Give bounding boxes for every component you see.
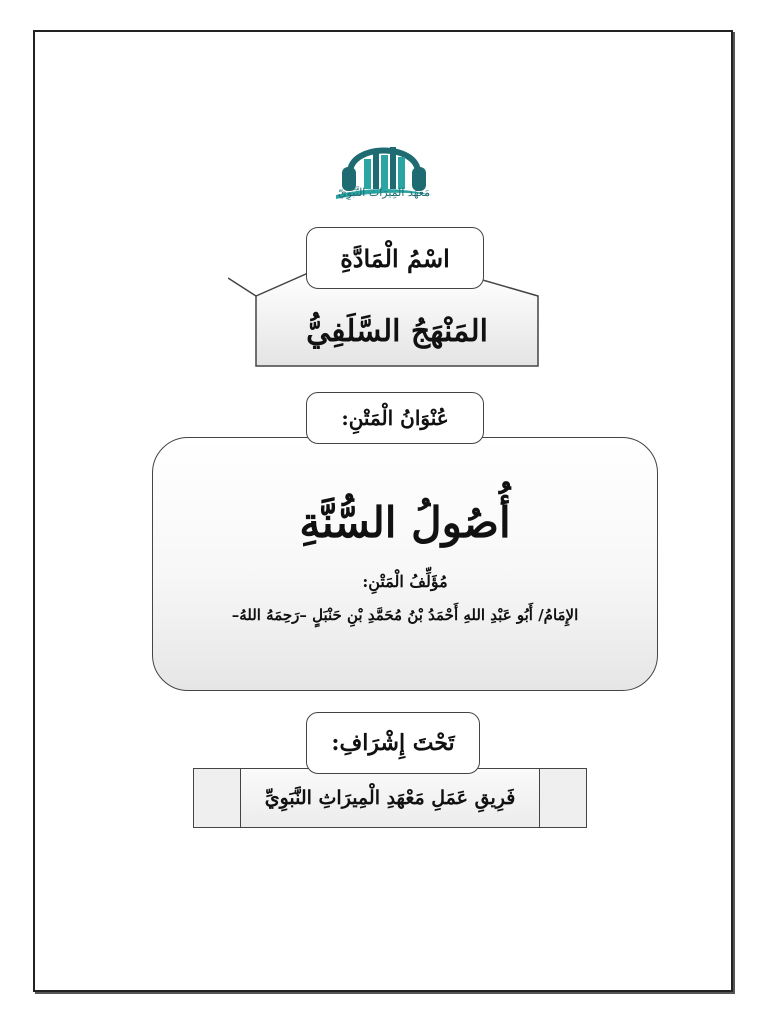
- supervision-bar: [193, 768, 587, 828]
- logo-caption: مَعْهَد المِيرَاث النَّبَوِيّ: [338, 186, 430, 199]
- supervision-bar-left-cap: [194, 769, 241, 827]
- text-title-label: عُنْوَانُ الْمَتْنِ:: [306, 392, 484, 444]
- text-title: أُصُولُ السُّنَّةِ: [299, 498, 511, 547]
- author-name: الإِمَامُ/ أَبُو عَبْدِ اللهِ أَحْمَدُ بْنُ مُحَمَّدِ بْنِ حَنْبَلٍ –رَحِمَهُ اللهُ–: [231, 606, 579, 624]
- subject-name: المَنْهَجُ السَّلَفِيُّ: [306, 313, 488, 349]
- subject-label: اسْمُ الْمَادَّةِ: [306, 227, 484, 289]
- supervision-label: تَحْتَ إِشْرَافِ:: [306, 712, 480, 774]
- supervision-team: فَرِيقِ عَمَلِ مَعْهَدِ الْمِيرَاثِ النَّبَوِيِّ: [241, 769, 539, 827]
- text-title-panel: [152, 437, 658, 691]
- supervision-bar-right-cap: [539, 769, 586, 827]
- author-label: مُؤَلِّفُ الْمَتْنِ:: [362, 572, 448, 591]
